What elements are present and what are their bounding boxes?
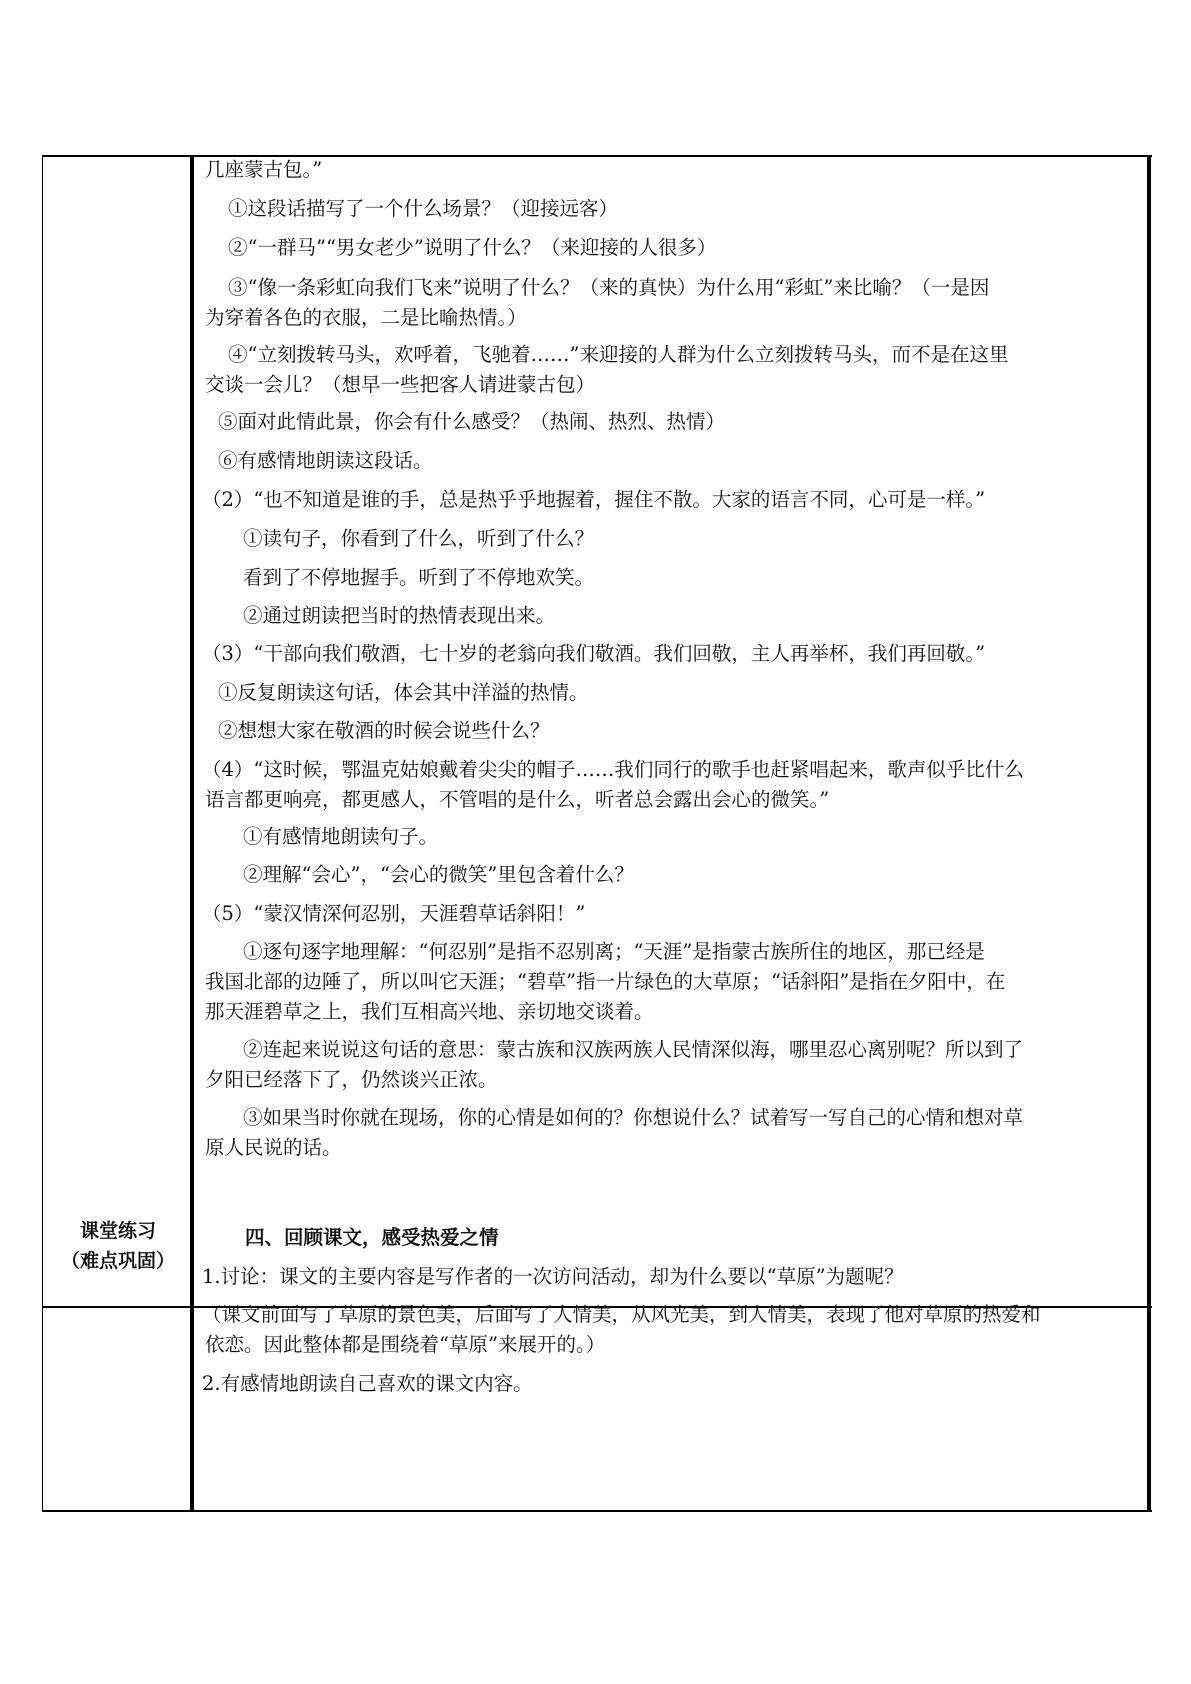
- table-right-border: [1147, 155, 1151, 1512]
- table-column-divider: [190, 155, 194, 1512]
- text-line: 几座蒙古包。”: [205, 158, 323, 181]
- text-line: ④“立刻拨转马头，欢呼着，飞驰着……”来迎接的人群为什么立刻拨转马头，而不是在这里: [228, 343, 1009, 366]
- text-line: ①这段话描写了一个什么场景？（迎接远客）: [228, 197, 619, 220]
- text-line: ②想想大家在敬酒的时候会说些什么？: [218, 719, 550, 742]
- section-item: 依恋。因此整体都是围绕着“草原”来展开的。）: [205, 1333, 606, 1356]
- section-label-line2: （难点巩固）: [60, 1250, 175, 1272]
- text-line: ①逐句逐字地理解：“何忍别”是指不忍别离；“天涯”是指蒙古族所住的地区，那已经是: [243, 940, 985, 963]
- text-line: ②“一群马”“男女老少”说明了什么？（来迎接的人很多）: [228, 236, 717, 259]
- text-line: （4）“这时候，鄂温克姑娘戴着尖尖的帽子……我们同行的歌手也赶紧唱起来，歌声似乎比什么: [202, 758, 1024, 781]
- text-line: ①有感情地朗读句子。: [243, 825, 439, 848]
- section-item: （课文前面写了草原的景色美，后面写了人情美，从风光美，到人情美，表现了他对草原的热爱和: [202, 1303, 1041, 1326]
- table-bottom-border: [42, 1510, 1152, 1512]
- text-line: （5）“蒙汉情深何忍别，天涯碧草话斜阳！”: [202, 902, 586, 925]
- text-line: 我国北部的边陲了，所以叫它天涯；“碧草”指一片绿色的大草原；“话斜阳”是指在夕阳中，在: [205, 970, 1006, 993]
- text-line: ③“像一条彩虹向我们飞来”说明了什么？（来的真快）为什么用“彩虹”来比喻？（一是因: [228, 276, 990, 299]
- section-item: 2.有感情地朗读自己喜欢的课文内容。: [202, 1372, 533, 1395]
- table-left-border: [42, 155, 43, 1512]
- text-line: 那天涯碧草之上，我们互相高兴地、亲切地交谈着。: [205, 1000, 654, 1023]
- text-line: ①反复朗读这句话，体会其中洋溢的热情。: [218, 681, 589, 704]
- text-line: 夕阳已经落下了，仍然谈兴正浓。: [205, 1068, 498, 1091]
- text-line: ③如果当时你就在现场，你的心情是如何的？你想说什么？试着写一写自己的心情和想对草: [243, 1106, 1024, 1129]
- text-line: ②通过朗读把当时的热情表现出来。: [243, 604, 556, 627]
- text-line: ②连起来说说这句话的意思：蒙古族和汉族两族人民情深似海，哪里忍心离别呢？所以到了: [243, 1038, 1024, 1061]
- text-line: 为穿着各色的衣服，二是比喻热情。）: [205, 306, 527, 329]
- text-line: ①读句子，你看到了什么，听到了什么？: [243, 527, 595, 550]
- text-line: ②理解“会心”，“会心的微笑”里包含着什么？: [243, 863, 634, 886]
- text-line: ⑥有感情地朗读这段话。: [218, 449, 433, 472]
- text-line: 看到了不停地握手。听到了不停地欢笑。: [243, 566, 595, 589]
- section-label: [44, 1216, 192, 1276]
- section-heading: 四、回顾课文，感受热爱之情: [245, 1226, 499, 1249]
- text-line: 交谈一会儿？（想早一些把客人请进蒙古包）: [205, 373, 596, 396]
- text-line: 原人民说的话。: [205, 1136, 342, 1159]
- text-line: （2）“也不知道是谁的手，总是热乎乎地握着，握住不散。大家的语言不同，心可是一样。”: [202, 488, 986, 511]
- section-item: 1.讨论：课文的主要内容是写作者的一次访问活动，却为什么要以“草原”为题呢？: [202, 1265, 904, 1288]
- text-line: （3）“干部向我们敬酒，七十岁的老翁向我们敬酒。我们回敬，主人再举杯，我们再回敬。”: [202, 642, 986, 665]
- section-label-line1: 课堂练习: [79, 1220, 156, 1242]
- text-line: ⑤面对此情此景，你会有什么感受？（热闹、热烈、热情）: [218, 410, 726, 433]
- text-line: 语言都更响亮，都更感人，不管唱的是什么，听者总会露出会心的微笑。”: [205, 788, 830, 811]
